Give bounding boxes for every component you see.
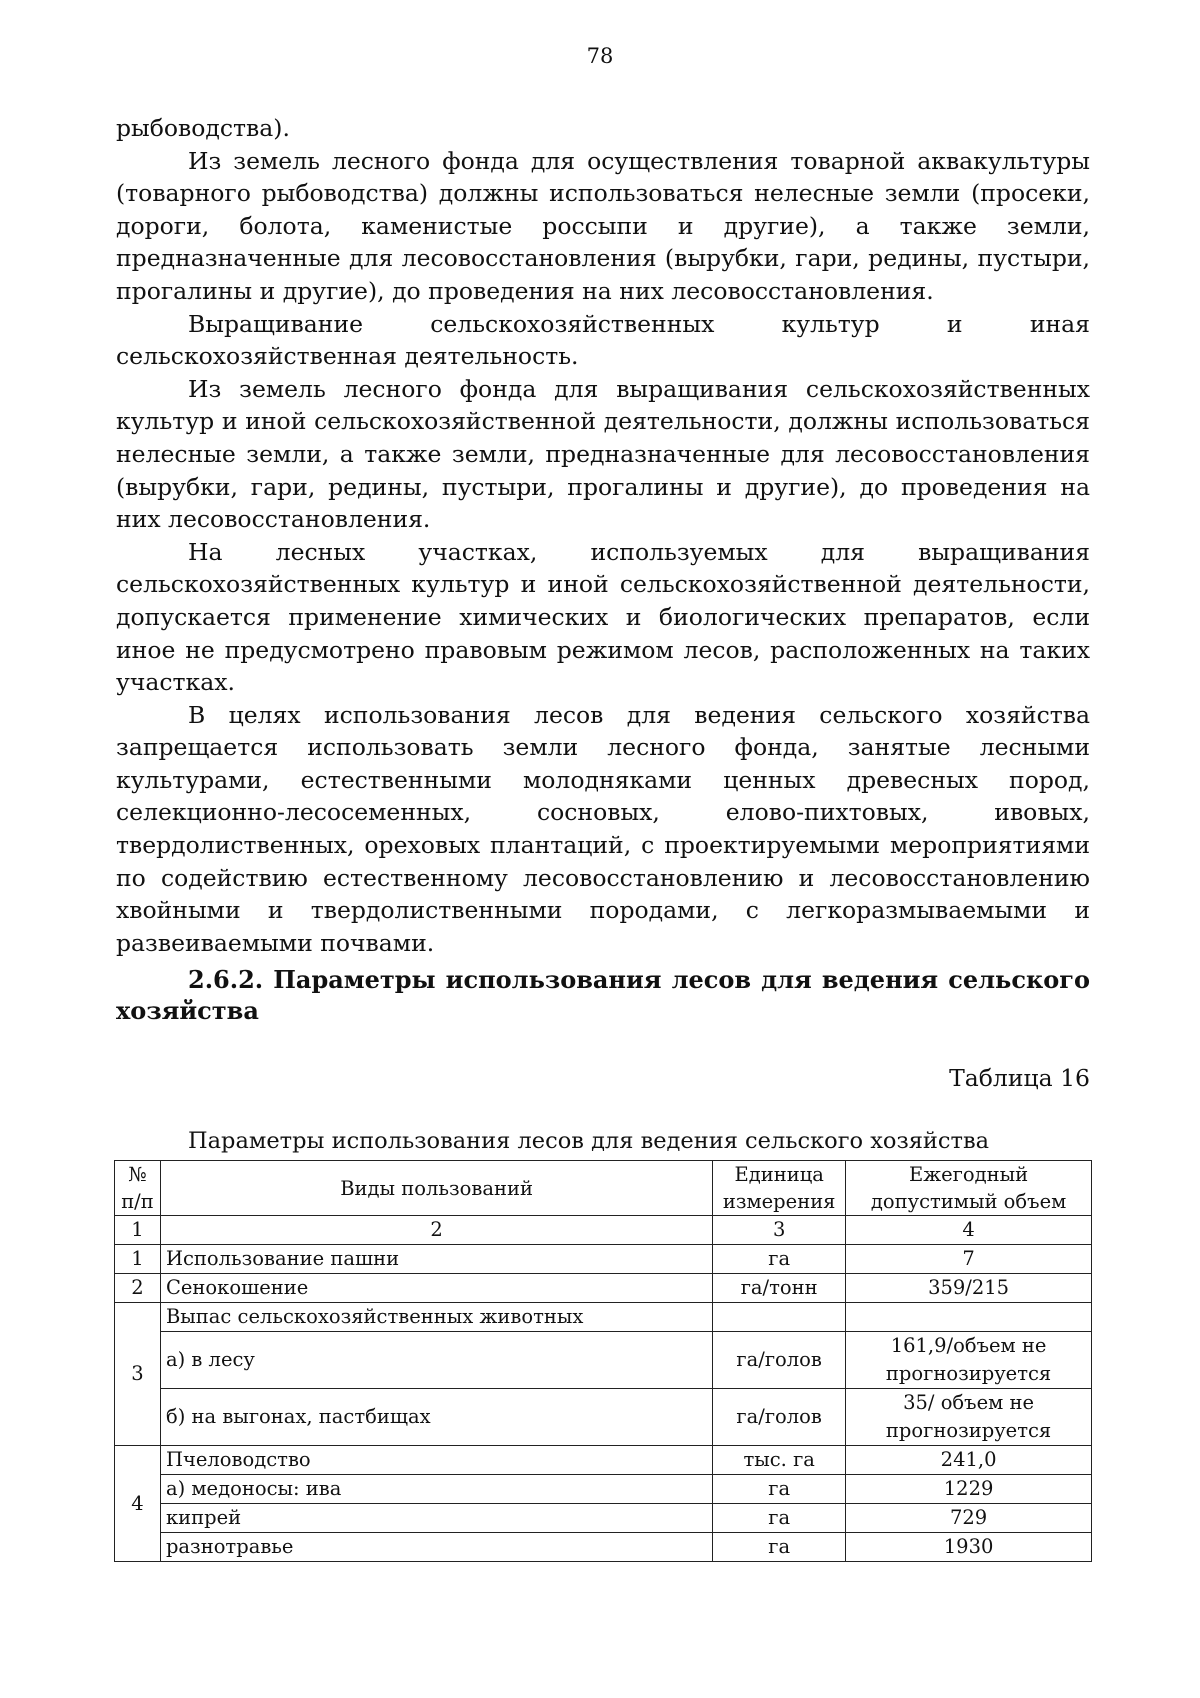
paragraph: Выращивание сельскохозяйственных культур и иная сельскохозяйственная деятельность. <box>116 309 1090 371</box>
table-title: Параметры использования лесов для ведения сельского хозяйства <box>188 1128 990 1154</box>
row-volume: 161,9/объем не прогнозируется <box>846 1332 1092 1389</box>
row-unit <box>713 1303 846 1332</box>
row-volume: 7 <box>846 1245 1092 1274</box>
row-unit: га <box>713 1504 846 1533</box>
row-type: Использование пашни <box>160 1245 712 1274</box>
table-subrow <box>115 1504 1092 1533</box>
row-unit: га/тонн <box>713 1274 846 1303</box>
paragraph: Из земель лесного фонда для осуществления товарной аквакультуры (товарного рыбоводства) должны использоваться нелесные земли (просеки, дороги, болота, каменистые россыпи и другие), а также земли, предназначенные для лесовосстановления (вырубки, гари, редины, пустыри, прогалины и другие), до проведения на них лесовосстановления. <box>116 146 1090 305</box>
table-row <box>115 1446 1092 1475</box>
row-unit: га <box>713 1533 846 1562</box>
header-type: Виды пользований <box>160 1161 712 1216</box>
parameters-table <box>114 1160 1092 1562</box>
row-type: кипрей <box>160 1504 712 1533</box>
header-unit: Единица измерения <box>713 1161 846 1216</box>
table-row <box>115 1274 1092 1303</box>
table-row <box>115 1245 1092 1274</box>
row-type: разнотравье <box>160 1533 712 1562</box>
row-num: 3 <box>115 1303 161 1446</box>
row-type: Сенокошение <box>160 1274 712 1303</box>
paragraph: В целях использования лесов для ведения сельского хозяйства запрещается использовать земли лесного фонда, занятые лесными культурами, естественными молодняками ценных древесных пород, селекционно-лесосеменных, сосновых, елово-пихтовых, ивовых, твердолиственных, ореховых плантаций, с проектируемыми мероприятиями по содействию естественному лесовосстановлению и лесовосстановлению хвойными и твердолиственными породами, с легкоразмываемыми и развеиваемыми почвами. <box>116 700 1090 957</box>
row-type: а) медоносы: ива <box>160 1475 712 1504</box>
row-volume <box>846 1303 1092 1332</box>
row-type: Пчеловодство <box>160 1446 712 1475</box>
header-volume: Ежегодный допустимый объем <box>846 1161 1092 1216</box>
row-num: 2 <box>115 1274 161 1303</box>
row-type: а) в лесу <box>160 1332 712 1389</box>
row-volume: 1229 <box>846 1475 1092 1504</box>
row-volume: 35/ объем не прогнозируется <box>846 1389 1092 1446</box>
row-volume: 729 <box>846 1504 1092 1533</box>
row-unit: тыс. га <box>713 1446 846 1475</box>
paragraph: На лесных участках, используемых для выращивания сельскохозяйственных культур и иной сельскохозяйственной деятельности, допускается применение химических и биологических препаратов, если иное не предусмотрено правовым режимом лесов, расположенных на таких участках. <box>116 537 1090 697</box>
table-subrow <box>115 1332 1092 1389</box>
row-unit: га <box>713 1245 846 1274</box>
table-header-row <box>115 1161 1092 1216</box>
table-label: Таблица 16 <box>949 1064 1090 1092</box>
col-number: 2 <box>160 1216 712 1245</box>
col-number: 3 <box>713 1216 846 1245</box>
row-volume: 359/215 <box>846 1274 1092 1303</box>
paragraph: Из земель лесного фонда для выращивания сельскохозяйственных культур и иной сельскохозяйственной деятельности, должны использоваться нелесные земли, а также земли, предназначенные для лесовосстановления (вырубки, гари, редины, пустыри, прогалины и другие), до проведения на них лесовосстановления. <box>116 374 1090 534</box>
header-num: № п/п <box>115 1161 161 1216</box>
row-volume: 1930 <box>846 1533 1092 1562</box>
table-subrow <box>115 1389 1092 1446</box>
section-heading: 2.6.2. Параметры использования лесов для ведения сельского хозяйства <box>116 965 1090 1025</box>
row-num: 1 <box>115 1245 161 1274</box>
row-unit: га/голов <box>713 1332 846 1389</box>
row-type: Выпас сельскохозяйственных животных <box>160 1303 712 1332</box>
table-subrow <box>115 1475 1092 1504</box>
page-number: 78 <box>586 44 614 68</box>
table-row <box>115 1303 1092 1332</box>
row-unit: га <box>713 1475 846 1504</box>
table-subrow <box>115 1533 1092 1562</box>
col-number: 4 <box>846 1216 1092 1245</box>
body-text <box>116 112 1090 959</box>
row-num: 4 <box>115 1446 161 1562</box>
paragraph: рыбоводства). <box>116 114 290 142</box>
row-volume: 241,0 <box>846 1446 1092 1475</box>
row-unit: га/голов <box>713 1389 846 1446</box>
column-number-row <box>115 1216 1092 1245</box>
col-number: 1 <box>115 1216 161 1245</box>
row-type: б) на выгонах, пастбищах <box>160 1389 712 1446</box>
